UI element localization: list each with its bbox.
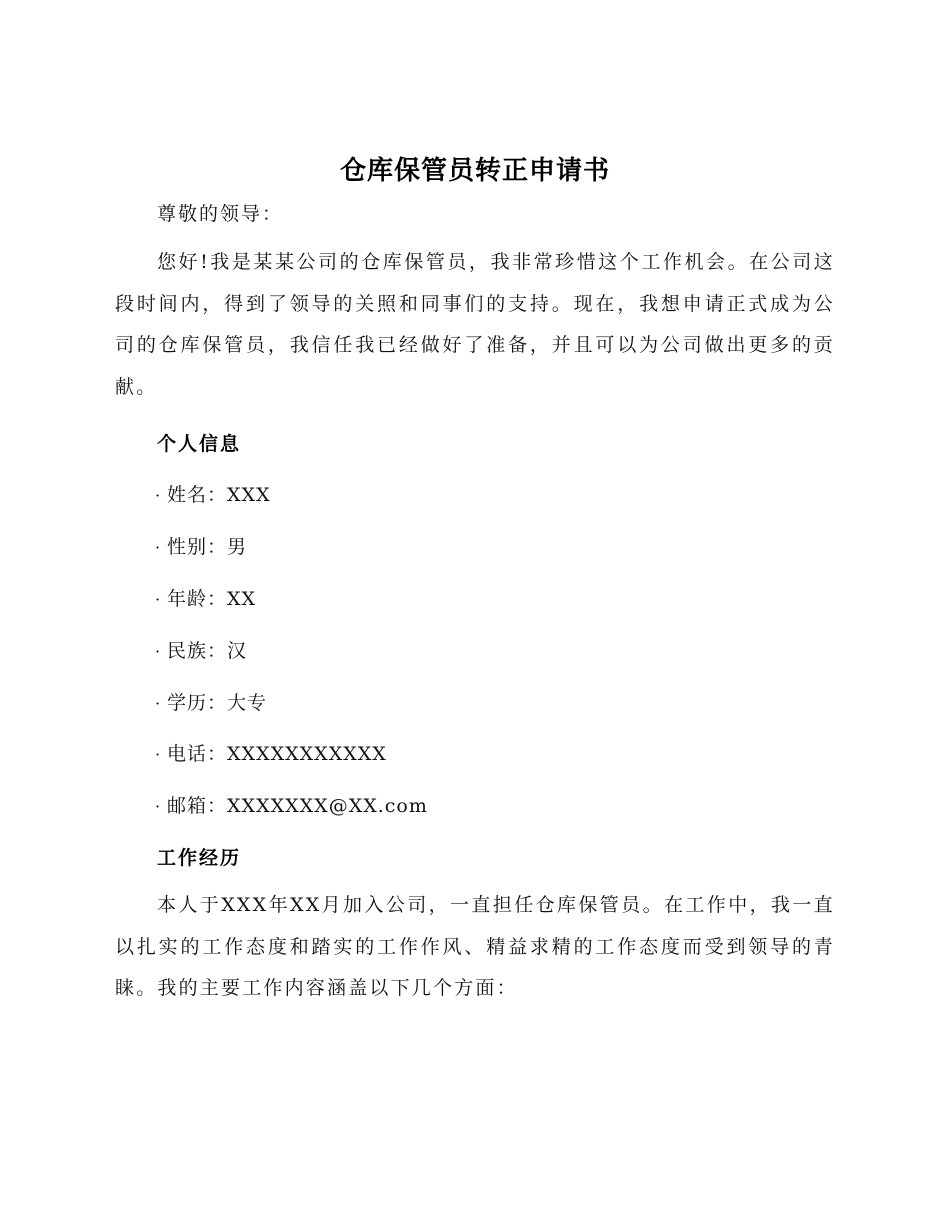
info-item-email bbox=[155, 791, 428, 818]
info-label: 邮箱： bbox=[167, 795, 228, 817]
info-label: 姓名： bbox=[167, 484, 228, 506]
info-value: XX bbox=[227, 588, 257, 610]
salutation: 尊敬的领导： bbox=[157, 203, 284, 225]
info-label: 年龄： bbox=[167, 588, 228, 610]
info-item-ethnicity bbox=[155, 636, 247, 663]
personal-info-heading: 个人信息 bbox=[157, 433, 242, 455]
info-item-name bbox=[155, 480, 271, 507]
bullet-icon: · bbox=[155, 797, 162, 816]
bullet-icon: · bbox=[155, 642, 162, 661]
info-item-age bbox=[155, 584, 256, 611]
bullet-icon: · bbox=[155, 486, 162, 505]
document-title: 仓库保管员转正申请书 bbox=[339, 156, 610, 186]
info-value: XXX bbox=[227, 484, 271, 506]
work-experience-heading: 工作经历 bbox=[157, 847, 242, 869]
info-value: 男 bbox=[227, 536, 248, 558]
info-value: XXXXXXXXXXX bbox=[227, 743, 387, 765]
info-label: 电话： bbox=[167, 743, 228, 765]
info-item-education bbox=[155, 688, 267, 715]
info-item-phone bbox=[155, 739, 387, 766]
info-value: XXXXXXX@XX.com bbox=[227, 795, 428, 817]
info-label: 学历： bbox=[167, 692, 228, 714]
bullet-icon: · bbox=[155, 538, 162, 557]
info-label: 性别： bbox=[167, 536, 228, 558]
info-item-gender bbox=[155, 532, 247, 559]
intro-paragraph: 您好!我是某某公司的仓库保管员，我非常珍惜这个工作机会。在公司这段时间内，得到了领导的关照和同事们的支持。现在，我想申请正式成为公司的仓库保管员，我信任我已经做好了准备，并且可以为公司做出更多的贡献。 bbox=[115, 251, 835, 398]
work-experience-paragraph: 本人于XXX年XX月加入公司，一直担任仓库保管员。在工作中，我一直以扎实的工作态度和踏实的工作作风、精益求精的工作态度而受到领导的青睐。我的主要工作内容涵盖以下几个方面： bbox=[115, 894, 835, 999]
bullet-icon: · bbox=[155, 694, 162, 713]
bullet-icon: · bbox=[155, 590, 162, 609]
bullet-icon: · bbox=[155, 745, 162, 764]
info-value: 汉 bbox=[227, 640, 248, 662]
info-value: 大专 bbox=[227, 692, 268, 714]
info-label: 民族： bbox=[167, 640, 228, 662]
